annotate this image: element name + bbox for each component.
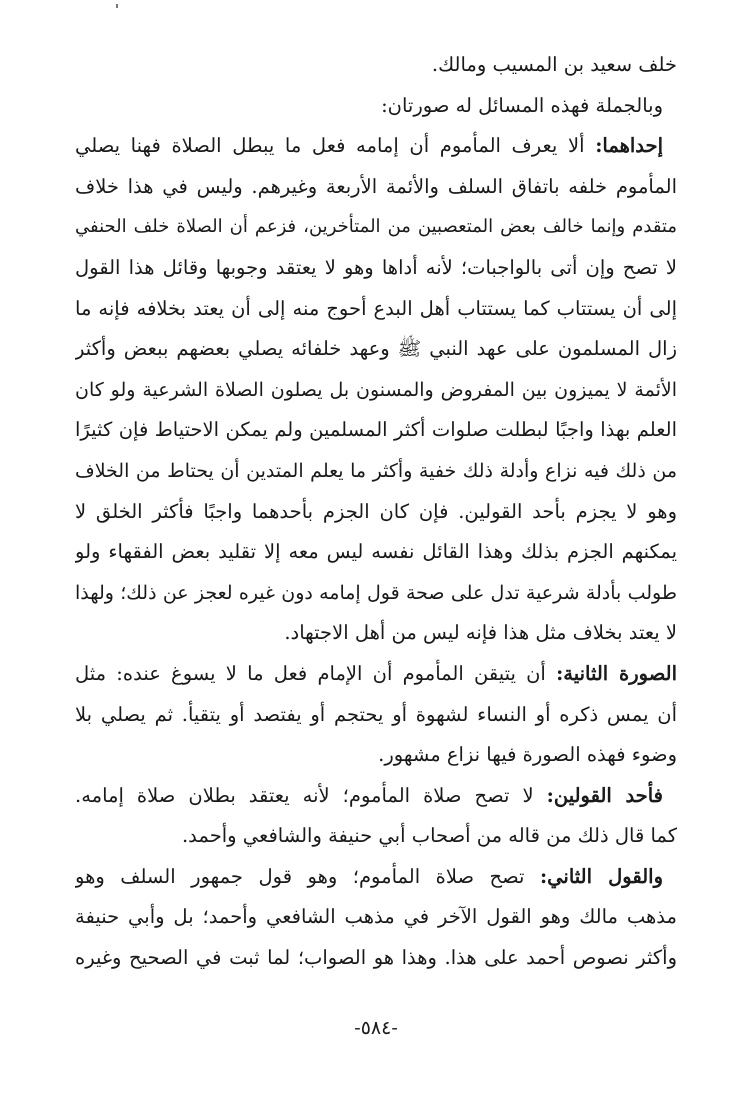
text-line xyxy=(75,776,677,817)
text-line: الأئمة لا يميزون بين المفروض والمسنون بل يصلون الصلاة الشرعية ولو كان xyxy=(75,378,677,401)
text-line: المأموم خلفه باتفاق السلف والأئمة الأربعة وغيرهم. وليس في هذا خلاف xyxy=(75,174,677,198)
text-line: زال المسلمون على عهد النبي ﷺ وعهد خلفائه يصلي بعضهم ببعض وأكثر xyxy=(75,337,677,361)
page-number: -٥٨٤- xyxy=(354,1017,398,1039)
text-line: مذهب مالك وهو القول الآخر في مذهب الشافعي وأحمد؛ بل وأبي حنيفة xyxy=(75,905,677,929)
paragraph-label: الصورة الثانية: xyxy=(556,661,677,685)
text-line: لا تصح وإن أتى بالواجبات؛ لأنه أداها وهو لا يعتقد وجوبها وقائل هذا القول xyxy=(75,255,677,279)
line-text: أن يتيقن المأموم أن الإمام فعل ما لا يسوغ عنده: مثل xyxy=(75,661,546,685)
text-line: كما قال ذلك من قاله من أصحاب أبي حنيفة والشافعي وأحمد. xyxy=(181,824,677,848)
paragraph-6 xyxy=(75,857,677,979)
paragraph-4 xyxy=(75,654,677,776)
line-text: لا تصح صلاة المأموم؛ لأنه يعتقد بطلان صلاة إمامه. xyxy=(75,783,534,807)
text-line: متقدم وإنما خالف بعض المتعصبين من المتأخرين، فزعم أن الصلاة خلف الحنفي xyxy=(75,216,677,238)
paragraph-1 xyxy=(75,45,677,86)
paragraph-3 xyxy=(75,126,677,654)
text-line: وأكثر نصوص أحمد على هذا. وهذا هو الصواب؛ لما ثبت في الصحيح وغيره xyxy=(75,946,677,970)
paragraph-2 xyxy=(75,86,677,127)
line-text: تصح صلاة المأموم؛ وهو قول جمهور السلف وهو xyxy=(75,864,525,888)
text-line: لا يعتد بخلاف مثل هذا فإنه ليس من أهل الاجتهاد. xyxy=(284,621,677,645)
line-text: ألا يعرف المأموم أن إمامه فعل ما يبطل الصلاة فهنا يصلي xyxy=(75,134,585,158)
text-line: طولب بأدلة شرعية تدل على صحة قول إمامه دون غيره لعجز عن ذلك؛ ولهذا xyxy=(75,581,677,604)
text-line: يمكنهم الجزم بذلك وهذا القائل نفسه ليس معه إلا تقليد بعض الفقهاء ولو xyxy=(75,540,677,564)
body-text xyxy=(75,45,677,979)
paragraph-label: والقول الثاني: xyxy=(539,864,663,888)
text-line: أن يمس ذكره أو النساء لشهوة أو يحتجم أو يفتصد أو يتقيأ. ثم يصلي بلا xyxy=(75,702,677,726)
text-line: العلم بهذا واجبًا لبطلت صلوات أكثر المسلمين ولم يمكن الاحتياط فإن كثيرًا xyxy=(75,418,677,442)
text-line: إلى أن يستتاب كما يستتاب أهل البدع أحوج منه إلى أن يعتد بخلافه فإنه ما xyxy=(75,296,677,320)
paragraph-label: إحداهما: xyxy=(595,134,664,158)
text-line: وهو لا يجزم بأحد القولين. فإن كان الجزم بأحدهما واجبًا فأكثر الخلق لا xyxy=(75,499,677,523)
text-line: وضوء فهذه الصورة فيها نزاع مشهور. xyxy=(378,743,677,767)
paragraph-5 xyxy=(75,776,677,857)
paragraph-label: فأحد القولين: xyxy=(546,783,663,807)
text-line: وبالجملة فهذه المسائل له صورتان: xyxy=(381,93,663,117)
text-line xyxy=(75,857,677,898)
scan-speck xyxy=(116,4,118,8)
text-line: خلف سعيد بن المسيب ومالك. xyxy=(431,53,677,76)
text-line xyxy=(75,126,677,167)
text-line: من ذلك فيه نزاع وأدلة ذلك خفية وأكثر ما يعلم المتدين أن يحتاط من الخلاف xyxy=(75,459,677,482)
text-line xyxy=(75,654,677,695)
